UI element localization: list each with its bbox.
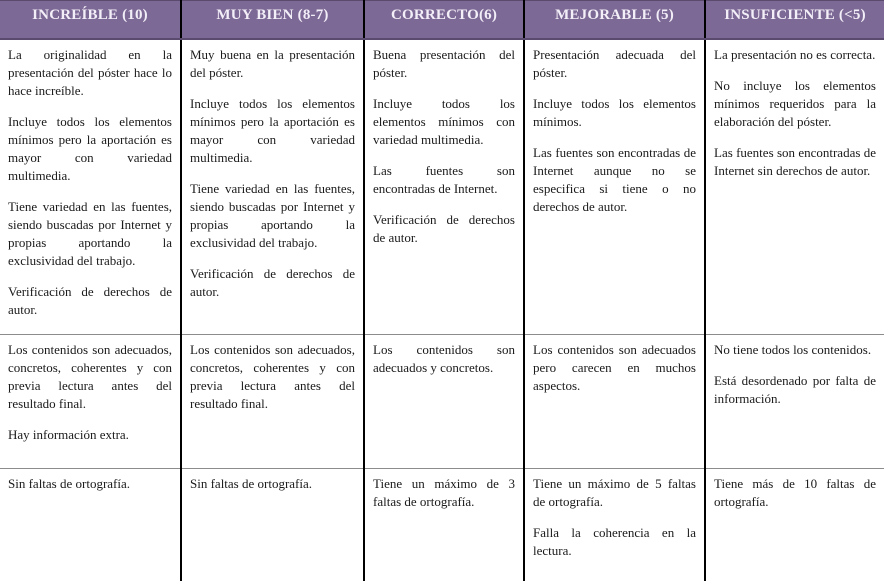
cell-paragraph: Incluye todos los elementos mínimos.	[533, 96, 696, 129]
cell-paragraph: Los contenidos son adecuados y concretos.	[373, 341, 515, 375]
rubric-cell	[524, 334, 705, 468]
cell-paragraph: Verificación de derechos de autor.	[373, 212, 515, 245]
cell-paragraph: Sin faltas de ortografía.	[8, 475, 131, 491]
rubric-cell	[181, 334, 364, 468]
rubric-cell	[524, 39, 705, 334]
rubric-cell	[705, 39, 884, 334]
cell-paragraph: Los contenidos son adecuados pero carecen en muchos aspectos.	[533, 341, 696, 393]
column-header: INCREÍBLE (10)	[0, 1, 181, 40]
rubric-cell	[705, 468, 884, 581]
cell-paragraph: Los contenidos son adecuados, concretos, coherentes y con previa lectura antes del resultado final.	[8, 341, 172, 411]
rubric-cell	[524, 468, 705, 581]
cell-paragraph: Las fuentes son encontradas de Internet.	[373, 163, 515, 196]
cell-paragraph: Presentación adecuada del póster.	[533, 47, 696, 80]
cell-paragraph: Tiene variedad en las fuentes, siendo buscadas por Internet y propias aportando la exclusividad del trabajo.	[8, 199, 172, 268]
rubric-cell	[364, 39, 524, 334]
table-row	[0, 334, 884, 468]
cell-paragraph: Las fuentes son encontradas de Internet aunque no se especifica si tiene o no derechos de autor.	[533, 145, 696, 214]
cell-paragraph: Sin faltas de ortografía.	[190, 475, 313, 491]
rubric-cell	[0, 39, 181, 334]
cell-paragraph: Está desordenado por falta de información.	[714, 372, 876, 406]
cell-paragraph: Verificación de derechos de autor.	[8, 284, 172, 317]
cell-paragraph: Tiene un máximo de 3 faltas de ortografía.	[373, 475, 515, 509]
cell-paragraph: Incluye todos los elementos mínimos pero la aportación es mayor con variedad multimedia.	[190, 96, 355, 165]
cell-paragraph: No incluye los elementos mínimos requeridos para la elaboración del póster.	[714, 78, 876, 129]
cell-paragraph: Tiene variedad en las fuentes, siendo buscadas por Internet y propias aportando la exclusividad del trabajo.	[190, 181, 355, 250]
column-header: CORRECTO(6)	[364, 1, 524, 40]
rubric-cell	[181, 468, 364, 581]
cell-paragraph: Verificación de derechos de autor.	[190, 266, 355, 299]
cell-paragraph: Falla la coherencia en la lectura.	[533, 524, 696, 558]
cell-paragraph: La originalidad en la presentación del póster hace lo hace increíble.	[8, 47, 172, 98]
rubric-cell	[705, 334, 884, 468]
rubric-cell	[0, 468, 181, 581]
cell-paragraph: Incluye todos los elementos mínimos con variedad multimedia.	[373, 96, 515, 147]
header-row	[0, 1, 884, 40]
rubric-cell	[364, 334, 524, 468]
cell-paragraph: La presentación no es correcta.	[714, 47, 876, 62]
column-header: INSUFICIENTE (<5)	[705, 1, 884, 40]
cell-paragraph: Las fuentes son encontradas de Internet sin derechos de autor.	[714, 145, 876, 178]
column-header: MEJORABLE (5)	[524, 1, 705, 40]
rubric-cell	[181, 39, 364, 334]
table-row	[0, 39, 884, 334]
cell-paragraph: Buena presentación del póster.	[373, 47, 515, 80]
rubric-body	[0, 39, 884, 581]
cell-paragraph: Hay información extra.	[8, 426, 129, 442]
cell-paragraph: Muy buena en la presentación del póster.	[190, 47, 355, 80]
cell-paragraph: Incluye todos los elementos mínimos pero la aportación es mayor con variedad multimedia.	[8, 114, 172, 183]
rubric-cell	[0, 334, 181, 468]
rubric-header	[0, 1, 884, 40]
cell-paragraph: Tiene más de 10 faltas de ortografía.	[714, 475, 876, 509]
column-header: MUY BIEN (8-7)	[181, 1, 364, 40]
rubric-cell	[364, 468, 524, 581]
table-row	[0, 468, 884, 581]
cell-paragraph: Los contenidos son adecuados, concretos, coherentes y con previa lectura antes del resultado final.	[190, 341, 355, 411]
cell-paragraph: No tiene todos los contenidos.	[714, 341, 872, 357]
cell-paragraph: Tiene un máximo de 5 faltas de ortografía.	[533, 475, 696, 509]
